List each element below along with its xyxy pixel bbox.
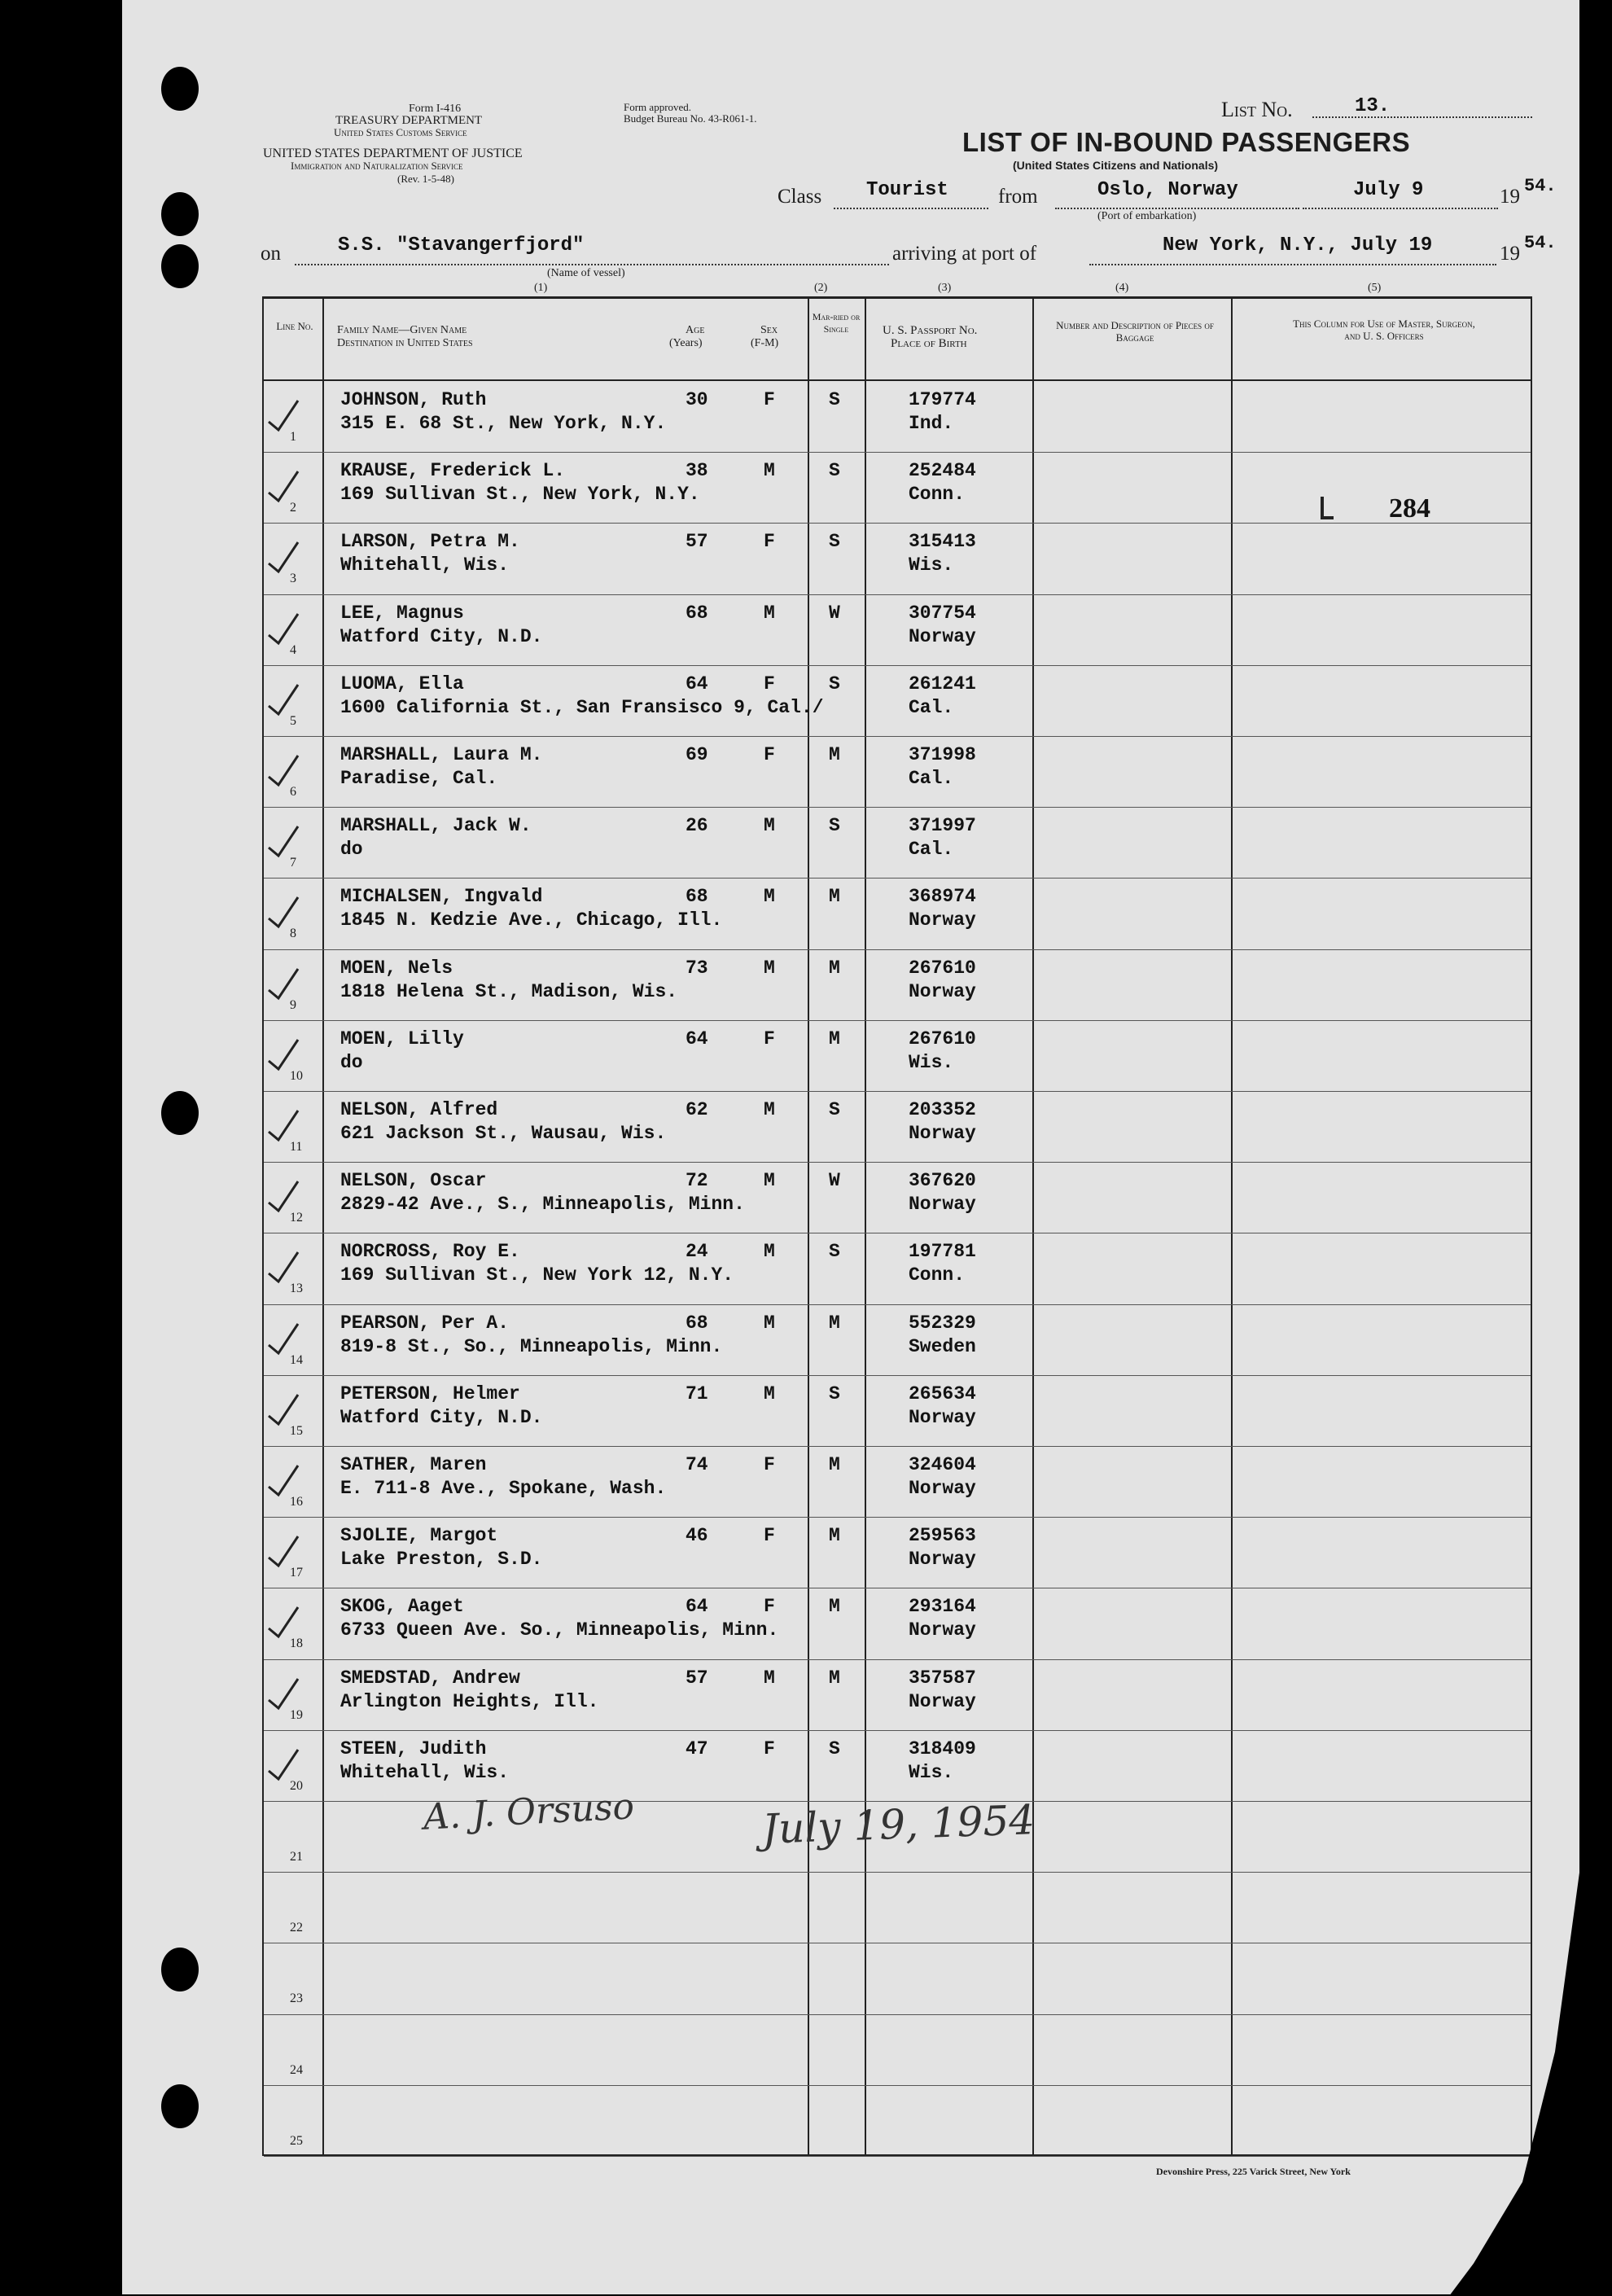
passenger-name: MOEN, Lilly xyxy=(340,1028,464,1049)
passenger-destination: 1818 Helena St., Madison, Wis. xyxy=(340,980,678,1002)
passenger-destination: 621 Jackson St., Wausau, Wis. xyxy=(340,1123,667,1144)
col-num-5: (5) xyxy=(1368,282,1382,294)
passenger-age: 47 xyxy=(686,1737,708,1759)
passport-number: 315413 xyxy=(909,531,976,553)
line-number: 18 xyxy=(290,1637,303,1651)
passport-number: 368974 xyxy=(909,886,976,908)
passenger-name: NELSON, Alfred xyxy=(340,1099,498,1120)
list-no-line xyxy=(1312,116,1532,118)
passport-number: 293164 xyxy=(909,1596,976,1618)
col-header-married-text: Mar-ried or Single xyxy=(812,311,861,335)
budget-bureau: Budget Bureau No. 43-R061-1. xyxy=(624,112,757,125)
marital-status: M xyxy=(829,1454,840,1475)
passenger-age: 57 xyxy=(686,531,708,553)
marital-status: S xyxy=(829,673,840,694)
year-prefix: 19 xyxy=(1500,186,1520,208)
passport-number: 371998 xyxy=(909,744,976,765)
line-number: 16 xyxy=(290,1495,303,1509)
col-header-officers xyxy=(1286,318,1482,342)
form-number: Form I-416 xyxy=(409,103,462,115)
check-mark-icon xyxy=(265,539,301,575)
from-line xyxy=(1055,208,1299,209)
passport-number: 357587 xyxy=(909,1667,976,1689)
place-of-birth: Norway xyxy=(909,1194,976,1216)
date-line xyxy=(1303,208,1498,209)
col-header-baggage-text: Number and Description of Pieces of Baggage xyxy=(1056,319,1214,344)
line-number: 9 xyxy=(290,997,296,1012)
punch-hole xyxy=(161,1091,199,1135)
check-mark-icon xyxy=(265,468,301,504)
marital-status: M xyxy=(829,1312,840,1334)
line-number: 19 xyxy=(290,1707,303,1722)
passport-number: 197781 xyxy=(909,1241,976,1263)
place-of-birth: Wis. xyxy=(909,554,954,576)
passenger-destination: 169 Sullivan St., New York 12, N.Y. xyxy=(340,1264,734,1286)
passenger-destination: Watford City, N.D. xyxy=(340,625,543,647)
line-number: 21 xyxy=(290,1850,303,1864)
punch-hole xyxy=(161,2084,199,2128)
passenger-age: 64 xyxy=(686,1028,708,1049)
line-number: 22 xyxy=(290,1921,303,1935)
line-number: 3 xyxy=(290,572,296,586)
class-label: Class xyxy=(778,186,822,208)
marital-status: S xyxy=(829,460,840,482)
place-of-birth: Norway xyxy=(909,1549,976,1571)
passenger-name: JOHNSON, Ruth xyxy=(340,389,487,410)
place-of-birth: Norway xyxy=(909,1478,976,1499)
col-header-age-sub: (Years) xyxy=(669,337,703,349)
marital-status: S xyxy=(829,815,840,837)
passport-number: 179774 xyxy=(909,389,976,410)
col-header-passport: U. S. Passport No. xyxy=(883,324,978,337)
passenger-name: STEEN, Judith xyxy=(340,1737,487,1759)
passport-number: 259563 xyxy=(909,1525,976,1547)
printer-imprint: Devonshire Press, 225 Varick Street, New York xyxy=(1156,2166,1351,2177)
passenger-destination: Lake Preston, S.D. xyxy=(340,1549,543,1571)
passport-number: 203352 xyxy=(909,1099,976,1120)
punch-hole xyxy=(161,67,199,111)
check-mark-icon xyxy=(265,1178,301,1214)
line-number: 20 xyxy=(290,1778,303,1793)
line-number: 2 xyxy=(290,501,296,515)
check-mark-icon xyxy=(265,397,301,433)
marital-status: M xyxy=(829,957,840,979)
signature-date: July 19, 1954 xyxy=(761,1796,1036,1853)
on-label: on xyxy=(261,243,281,265)
col-header-name: Family Name—Given Name xyxy=(337,324,467,336)
col-num-1: (1) xyxy=(534,282,548,294)
arrival-line xyxy=(1089,264,1496,265)
passenger-sex: M xyxy=(764,957,775,979)
passenger-name: MARSHALL, Laura M. xyxy=(340,744,543,765)
from-value: Oslo, Norway xyxy=(1097,179,1238,201)
passenger-age: 74 xyxy=(686,1454,708,1475)
passenger-destination: Whitehall, Wis. xyxy=(340,554,510,576)
place-of-birth: Ind. xyxy=(909,413,954,434)
passenger-age: 73 xyxy=(686,957,708,979)
passenger-sex: M xyxy=(764,1170,775,1192)
passport-number: 267610 xyxy=(909,1028,976,1049)
line-number: 14 xyxy=(290,1352,303,1367)
passenger-destination: Arlington Heights, Ill. xyxy=(340,1690,599,1712)
passenger-sex: F xyxy=(764,1454,775,1475)
passenger-sex: F xyxy=(764,1525,775,1547)
treasury-department: TREASURY DEPARTMENT xyxy=(335,114,483,127)
table-row xyxy=(264,2085,1531,2157)
passenger-name: MOEN, Nels xyxy=(340,957,453,979)
passenger-age: 72 xyxy=(686,1170,708,1192)
line-number: 24 xyxy=(290,2062,303,2077)
torn-corner xyxy=(1449,1873,1588,2296)
passenger-destination: do xyxy=(340,839,363,861)
passenger-name: PEARSON, Per A. xyxy=(340,1312,510,1334)
line-number: 7 xyxy=(290,856,296,870)
col-num-3: (3) xyxy=(938,282,952,294)
place-of-birth: Norway xyxy=(909,980,976,1002)
form-approved: Form approved. xyxy=(624,101,692,113)
year-suffix: 54. xyxy=(1524,176,1557,196)
vessel-caption: (Name of vessel) xyxy=(547,267,625,279)
passenger-name: NELSON, Oscar xyxy=(340,1170,487,1192)
passenger-name: SKOG, Aaget xyxy=(340,1596,464,1618)
passenger-destination: 169 Sullivan St., New York, N.Y. xyxy=(340,484,700,506)
check-mark-icon xyxy=(265,1391,301,1427)
passenger-destination: Watford City, N.D. xyxy=(340,1406,543,1428)
marital-status: M xyxy=(829,1028,840,1049)
passenger-destination: 6733 Queen Ave. So., Minneapolis, Minn. xyxy=(340,1619,779,1641)
line-number: 5 xyxy=(290,713,296,728)
check-mark-icon xyxy=(265,966,301,1001)
col-header-baggage xyxy=(1039,319,1231,344)
punch-hole xyxy=(161,1948,199,1991)
passenger-name: MICHALSEN, Ingvald xyxy=(340,886,543,908)
passenger-name: SATHER, Maren xyxy=(340,1454,487,1475)
ins-service: Immigration and Naturalization Service xyxy=(291,160,463,172)
passenger-destination: 1600 California St., San Fransisco 9, Cal./ xyxy=(340,696,824,718)
passenger-name: SJOLIE, Margot xyxy=(340,1525,498,1547)
check-mark-icon xyxy=(265,1746,301,1782)
arriving-label: arriving at port of xyxy=(892,243,1037,265)
passenger-sex: M xyxy=(764,1667,775,1689)
passenger-age: 57 xyxy=(686,1667,708,1689)
passenger-name: KRAUSE, Frederick L. xyxy=(340,460,566,482)
officer-annotation: 284 xyxy=(1389,493,1430,524)
col-header-sex: Sex xyxy=(760,324,778,336)
line-number: 23 xyxy=(290,1991,303,2006)
passenger-sex: M xyxy=(764,1241,775,1263)
passenger-name: SMEDSTAD, Andrew xyxy=(340,1667,520,1689)
passenger-age: 68 xyxy=(686,1312,708,1334)
check-mark-icon xyxy=(265,1533,301,1569)
line-number: 4 xyxy=(290,642,296,657)
check-mark-icon xyxy=(265,1036,301,1072)
line-number: 25 xyxy=(290,2133,303,2148)
passport-number: 265634 xyxy=(909,1382,976,1404)
check-mark-icon xyxy=(265,681,301,717)
passenger-age: 62 xyxy=(686,1099,708,1120)
year2-suffix: 54. xyxy=(1524,233,1557,253)
page-subtitle: (United States Citizens and Nationals) xyxy=(1013,159,1219,172)
passenger-age: 64 xyxy=(686,673,708,694)
passenger-name: NORCROSS, Roy E. xyxy=(340,1241,520,1263)
inspector-signature: A. J. Orsuso xyxy=(422,1786,636,1838)
passenger-sex: F xyxy=(764,673,775,694)
col-header-age: Age xyxy=(686,324,705,336)
passenger-destination: 1845 N. Kedzie Ave., Chicago, Ill. xyxy=(340,909,723,931)
passenger-destination: Whitehall, Wis. xyxy=(340,1761,510,1783)
marital-status: W xyxy=(829,602,840,624)
passport-number: 324604 xyxy=(909,1454,976,1475)
passenger-age: 68 xyxy=(686,602,708,624)
check-mark-icon xyxy=(265,1462,301,1498)
passport-number: 252484 xyxy=(909,460,976,482)
passenger-sex: F xyxy=(764,1737,775,1759)
check-mark-icon xyxy=(265,1676,301,1711)
passenger-name: LEE, Magnus xyxy=(340,602,464,624)
col-num-4: (4) xyxy=(1115,282,1129,294)
from-label: from xyxy=(998,186,1038,208)
passport-number: 318409 xyxy=(909,1737,976,1759)
passport-number: 267610 xyxy=(909,957,976,979)
passenger-name: LUOMA, Ella xyxy=(340,673,464,694)
check-mark-icon xyxy=(265,1321,301,1356)
col-num-2: (2) xyxy=(814,282,828,294)
col-header-dest: Destination in United States xyxy=(337,337,473,349)
place-of-birth: Norway xyxy=(909,1123,976,1144)
col-header-sex-sub: (F-M) xyxy=(751,337,779,349)
year2-prefix: 19 xyxy=(1500,243,1520,265)
punch-hole xyxy=(161,244,199,288)
class-line xyxy=(834,208,988,209)
line-number: 6 xyxy=(290,785,296,799)
vessel-line xyxy=(295,264,889,265)
vessel-name: S.S. "Stavangerfjord" xyxy=(338,234,585,256)
passenger-sex: F xyxy=(764,389,775,410)
marital-status: M xyxy=(829,744,840,765)
passenger-age: 69 xyxy=(686,744,708,765)
line-number: 17 xyxy=(290,1566,303,1580)
place-of-birth: Conn. xyxy=(909,1264,966,1286)
justice-department: UNITED STATES DEPARTMENT OF JUSTICE xyxy=(263,147,523,160)
line-number: 10 xyxy=(290,1068,303,1083)
passenger-age: 64 xyxy=(686,1596,708,1618)
passenger-name: PETERSON, Helmer xyxy=(340,1382,520,1404)
passenger-age: 24 xyxy=(686,1241,708,1263)
passenger-destination: 2829-42 Ave., S., Minneapolis, Minn. xyxy=(340,1194,745,1216)
passenger-name: LARSON, Petra M. xyxy=(340,531,520,553)
passenger-sex: M xyxy=(764,1099,775,1120)
passenger-age: 38 xyxy=(686,460,708,482)
passenger-sex: F xyxy=(764,1028,775,1049)
passenger-destination: 315 E. 68 St., New York, N.Y. xyxy=(340,413,667,434)
class-value: Tourist xyxy=(866,179,948,201)
check-mark-icon xyxy=(265,823,301,859)
passenger-age: 68 xyxy=(686,886,708,908)
passenger-age: 30 xyxy=(686,389,708,410)
passenger-sex: F xyxy=(764,744,775,765)
passenger-age: 26 xyxy=(686,815,708,837)
col-header-birth: Place of Birth xyxy=(891,337,967,350)
passenger-name: MARSHALL, Jack W. xyxy=(340,815,532,837)
marital-status: S xyxy=(829,1382,840,1404)
passenger-sex: F xyxy=(764,1596,775,1618)
col-header-line-text: Line No. xyxy=(276,320,313,332)
place-of-birth: Sweden xyxy=(909,1335,976,1357)
passenger-sex: M xyxy=(764,602,775,624)
line-number: 11 xyxy=(290,1140,303,1154)
col-header-line xyxy=(269,321,321,332)
customs-service: United States Customs Service xyxy=(334,126,467,138)
passenger-sex: M xyxy=(764,815,775,837)
check-mark-icon xyxy=(265,611,301,646)
line-number: 8 xyxy=(290,927,296,941)
place-of-birth: Wis. xyxy=(909,1051,954,1073)
punch-hole xyxy=(161,192,199,236)
passport-number: 307754 xyxy=(909,602,976,624)
table-top-rule xyxy=(262,296,1532,299)
embark-caption: (Port of embarkation) xyxy=(1097,210,1197,222)
marital-status: S xyxy=(829,1241,840,1263)
list-no-label: List No. xyxy=(1221,98,1293,121)
annotation-bracket xyxy=(1321,497,1324,518)
revision: (Rev. 1-5-48) xyxy=(397,173,454,185)
check-mark-icon xyxy=(265,894,301,930)
line-number: 13 xyxy=(290,1282,303,1296)
passenger-destination: E. 711-8 Ave., Spokane, Wash. xyxy=(340,1478,667,1499)
arrival-port-date: New York, N.Y., July 19 xyxy=(1163,234,1433,256)
page-title: LIST OF IN-BOUND PASSENGERS xyxy=(962,127,1411,157)
col-header-married xyxy=(811,311,861,335)
marital-status: S xyxy=(829,531,840,553)
table-row xyxy=(264,1872,1531,1943)
place-of-birth: Norway xyxy=(909,625,976,647)
passenger-destination: do xyxy=(340,1051,363,1073)
marital-status: S xyxy=(829,1099,840,1120)
place-of-birth: Norway xyxy=(909,909,976,931)
departure-date: July 9 xyxy=(1353,179,1424,201)
place-of-birth: Cal. xyxy=(909,768,954,789)
passport-number: 371997 xyxy=(909,815,976,837)
place-of-birth: Cal. xyxy=(909,696,954,718)
marital-status: S xyxy=(829,389,840,410)
marital-status: W xyxy=(829,1170,840,1192)
line-number: 1 xyxy=(290,430,296,444)
place-of-birth: Norway xyxy=(909,1406,976,1428)
line-number: 12 xyxy=(290,1211,303,1225)
passenger-destination: Paradise, Cal. xyxy=(340,768,498,789)
col-header-officers-text: This Column for Use of Master, Surgeon, and U. S. Officers xyxy=(1293,318,1475,342)
place-of-birth: Wis. xyxy=(909,1761,954,1783)
passenger-destination: 819-8 St., So., Minneapolis, Minn. xyxy=(340,1335,723,1357)
check-mark-icon xyxy=(265,1249,301,1285)
check-mark-icon xyxy=(265,752,301,788)
place-of-birth: Norway xyxy=(909,1619,976,1641)
check-mark-icon xyxy=(265,1604,301,1640)
passenger-sex: M xyxy=(764,886,775,908)
line-number: 15 xyxy=(290,1423,303,1438)
marital-status: M xyxy=(829,1667,840,1689)
check-mark-icon xyxy=(265,1107,301,1143)
passenger-age: 46 xyxy=(686,1525,708,1547)
table-row xyxy=(264,1943,1531,2014)
annotation-bracket-foot xyxy=(1321,516,1334,519)
marital-status: M xyxy=(829,1525,840,1547)
passenger-sex: M xyxy=(764,460,775,482)
marital-status: M xyxy=(829,1596,840,1618)
marital-status: M xyxy=(829,886,840,908)
passenger-sex: F xyxy=(764,531,775,553)
place-of-birth: Norway xyxy=(909,1690,976,1712)
passenger-age: 71 xyxy=(686,1382,708,1404)
list-no-value: 13. xyxy=(1355,95,1391,117)
marital-status: S xyxy=(829,1737,840,1759)
passport-number: 261241 xyxy=(909,673,976,694)
table-row xyxy=(264,2014,1531,2086)
place-of-birth: Conn. xyxy=(909,484,966,506)
passenger-sex: M xyxy=(764,1382,775,1404)
passport-number: 367620 xyxy=(909,1170,976,1192)
place-of-birth: Cal. xyxy=(909,839,954,861)
passenger-sex: M xyxy=(764,1312,775,1334)
passport-number: 552329 xyxy=(909,1312,976,1334)
